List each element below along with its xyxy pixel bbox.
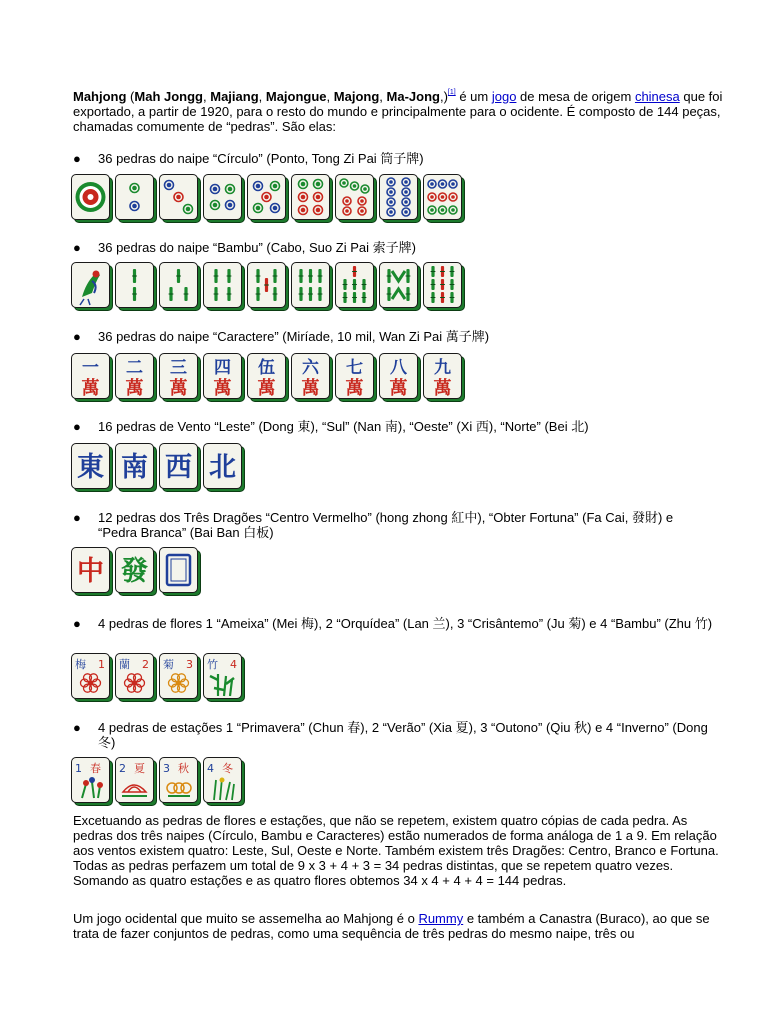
bullet-dot: ● xyxy=(73,510,81,525)
circle-tile-6 xyxy=(291,174,332,222)
bullet-dot: ● xyxy=(73,616,81,631)
svg-text:夏: 夏 xyxy=(134,762,145,775)
flower-tile-1 xyxy=(71,653,112,701)
bamboo-tile-2 xyxy=(115,262,156,310)
svg-text:冬: 冬 xyxy=(222,762,233,775)
character-tile-1 xyxy=(71,353,112,401)
svg-text:竹: 竹 xyxy=(207,658,218,671)
svg-text:七: 七 xyxy=(346,358,363,378)
bullet-vento: ● 16 pedras de Vento “Leste” (Dong 東), “Sul” (Nan 南), “Oeste” (Xi 西), “Norte” (Bei 北) xyxy=(73,419,589,434)
svg-text:六: 六 xyxy=(302,358,319,378)
season-tile-2 xyxy=(115,757,156,805)
svg-text:萬: 萬 xyxy=(125,378,144,398)
wind-tile-1 xyxy=(71,443,112,491)
svg-text:2: 2 xyxy=(119,762,126,775)
wind-tile-3 xyxy=(159,443,200,491)
link-jogo[interactable]: jogo xyxy=(491,89,517,104)
bullet-dot: ● xyxy=(73,419,81,434)
bullet-dragoes: ● 12 pedras dos Três Dragões “Centro Vermelho” (hong zhong 紅中), “Obter Fortuna” (Fa Cai, 發財) e “Pedra Branca” (Bai Ban 白板) xyxy=(73,510,674,540)
svg-text:秋: 秋 xyxy=(178,762,189,775)
character-tile-8 xyxy=(379,353,420,401)
circle-tile-7 xyxy=(335,174,376,222)
circle-tile-8 xyxy=(379,174,420,222)
bullet-dot: ● xyxy=(73,151,81,166)
link-rummy[interactable]: Rummy xyxy=(418,911,464,926)
flower-tile-2 xyxy=(115,653,156,701)
circle-tile-9 xyxy=(423,174,464,222)
season-tile-4 xyxy=(203,757,244,805)
svg-text:北: 北 xyxy=(209,452,236,483)
character-tile-5 xyxy=(247,353,288,401)
bullet-dot: ● xyxy=(73,329,81,344)
svg-text:西: 西 xyxy=(165,452,192,483)
svg-text:八: 八 xyxy=(390,358,407,378)
svg-text:1: 1 xyxy=(98,658,105,671)
svg-text:萬: 萬 xyxy=(433,378,452,398)
svg-text:1: 1 xyxy=(75,762,82,775)
svg-text:南: 南 xyxy=(121,452,148,483)
paragraph-rummy: Um jogo ocidental que muito se assemelha ao Mahjong é o Rummy e também a Canastra (Buraco), ao que se trata de fazer conjuntos de pedras, como uma sequência de três pedras do mesmo naipe, três ou xyxy=(73,911,710,941)
character-tile-4 xyxy=(203,353,244,401)
bullet-circulo: ● 36 pedras do naipe “Círculo” (Ponto, Tong Zi Pai 筒子牌) xyxy=(73,151,424,166)
wind-tile-2 xyxy=(115,443,156,491)
bamboo-tile-1 xyxy=(71,262,112,310)
svg-text:3: 3 xyxy=(163,762,170,775)
svg-text:蘭: 蘭 xyxy=(119,658,130,671)
svg-text:東: 東 xyxy=(77,452,104,483)
svg-text:萬: 萬 xyxy=(169,378,188,398)
svg-text:梅: 梅 xyxy=(75,658,86,671)
dragon-tile-2 xyxy=(115,547,156,595)
svg-text:萬: 萬 xyxy=(257,378,276,398)
svg-text:4: 4 xyxy=(230,658,237,671)
paragraph-explanation: Excetuando as pedras de flores e estações, que não se repetem, existem quatro cópias de cada pedra. As pedras dos três naipes (Círculo, Bambu e Caracteres) estão numerados de forma análoga de 1 a 9. Em relação aos ventos existem quatro: Leste, Sul, Oeste e Norte. Também existem três Dragões: Centro, Branco e Fortuna. Todas as pedras perfazem um total de 9 x 3 + 4 + 3 = 34 pedras distintas, que se repetem quatro vezes. Somando as quatro estações e as quatro flores obtemos 34 x 4 + 4 + 4 = 144 pedras. xyxy=(73,813,719,888)
circle-tile-5 xyxy=(247,174,288,222)
dragon-tile-1 xyxy=(71,547,112,595)
svg-text:萬: 萬 xyxy=(389,378,408,398)
character-tile-7 xyxy=(335,353,376,401)
bullet-dot: ● xyxy=(73,240,81,255)
bullet-estacoes: ● 4 pedras de estações 1 “Primavera” (Chun 春), 2 “Verão” (Xia 夏), 3 “Outono” (Qiu 秋) e 4 “Inverno” (Dong 冬) xyxy=(73,720,708,750)
svg-text:2: 2 xyxy=(142,658,149,671)
svg-text:萬: 萬 xyxy=(213,378,232,398)
svg-text:萬: 萬 xyxy=(301,378,320,398)
svg-text:春: 春 xyxy=(90,762,101,775)
svg-text:二: 二 xyxy=(126,358,143,378)
bullet-dot: ● xyxy=(73,720,81,735)
svg-text:4: 4 xyxy=(207,762,214,775)
character-tile-9 xyxy=(423,353,464,401)
character-tile-3 xyxy=(159,353,200,401)
bullet-bambu: ● 36 pedras do naipe “Bambu” (Cabo, Suo Zi Pai 索子牌) xyxy=(73,240,416,255)
svg-text:三: 三 xyxy=(170,358,187,378)
character-tile-6 xyxy=(291,353,332,401)
flower-tile-3 xyxy=(159,653,200,701)
circle-tile-2 xyxy=(115,174,156,222)
flower-tile-4 xyxy=(203,653,244,701)
season-tile-1 xyxy=(71,757,112,805)
svg-text:萬: 萬 xyxy=(81,378,100,398)
bamboo-tile-9 xyxy=(423,262,464,310)
svg-text:伍: 伍 xyxy=(258,358,275,378)
bamboo-tile-6 xyxy=(291,262,332,310)
wind-tile-4 xyxy=(203,443,244,491)
link-chinesa[interactable]: chinesa xyxy=(634,89,680,104)
footnote-link[interactable]: [1] xyxy=(447,89,456,96)
svg-text:萬: 萬 xyxy=(345,378,364,398)
bamboo-tile-3 xyxy=(159,262,200,310)
circle-tile-1 xyxy=(71,174,112,222)
bamboo-tile-4 xyxy=(203,262,244,310)
bamboo-tile-8 xyxy=(379,262,420,310)
svg-text:3: 3 xyxy=(186,658,193,671)
svg-text:一: 一 xyxy=(82,358,99,378)
svg-text:九: 九 xyxy=(434,358,451,378)
svg-text:四: 四 xyxy=(214,358,231,378)
svg-text:中: 中 xyxy=(77,556,104,587)
term-mahjong: Mahjong xyxy=(73,89,127,104)
circle-tile-4 xyxy=(203,174,244,222)
svg-text:發: 發 xyxy=(121,556,148,587)
bullet-caractere: ● 36 pedras do naipe “Caractere” (Miríade, 10 mil, Wan Zi Pai 萬子牌) xyxy=(73,329,490,344)
bullet-flores: ● 4 pedras de flores 1 “Ameixa” (Mei 梅), 2 “Orquídea” (Lan 兰), 3 “Crisântemo” (Ju 菊) e 4 “Bambu” (Zhu 竹) xyxy=(73,616,713,631)
bamboo-tile-7 xyxy=(335,262,376,310)
bamboo-tile-5 xyxy=(247,262,288,310)
circle-tile-3 xyxy=(159,174,200,222)
svg-text:菊: 菊 xyxy=(163,658,174,671)
character-tile-2 xyxy=(115,353,156,401)
intro-paragraph: Mahjong (Mah Jongg, Majiang, Majongue, Majong, Ma-Jong,)[1] é um jogo de mesa de origem chinesa que foi exportado, a partir de 1920, para o resto do mundo e principalmente para o ocidente. É composto de 144 peças, chamadas comumente de “pedras”. São elas: xyxy=(73,89,723,134)
dragon-tile-3 xyxy=(159,547,200,595)
season-tile-3 xyxy=(159,757,200,805)
